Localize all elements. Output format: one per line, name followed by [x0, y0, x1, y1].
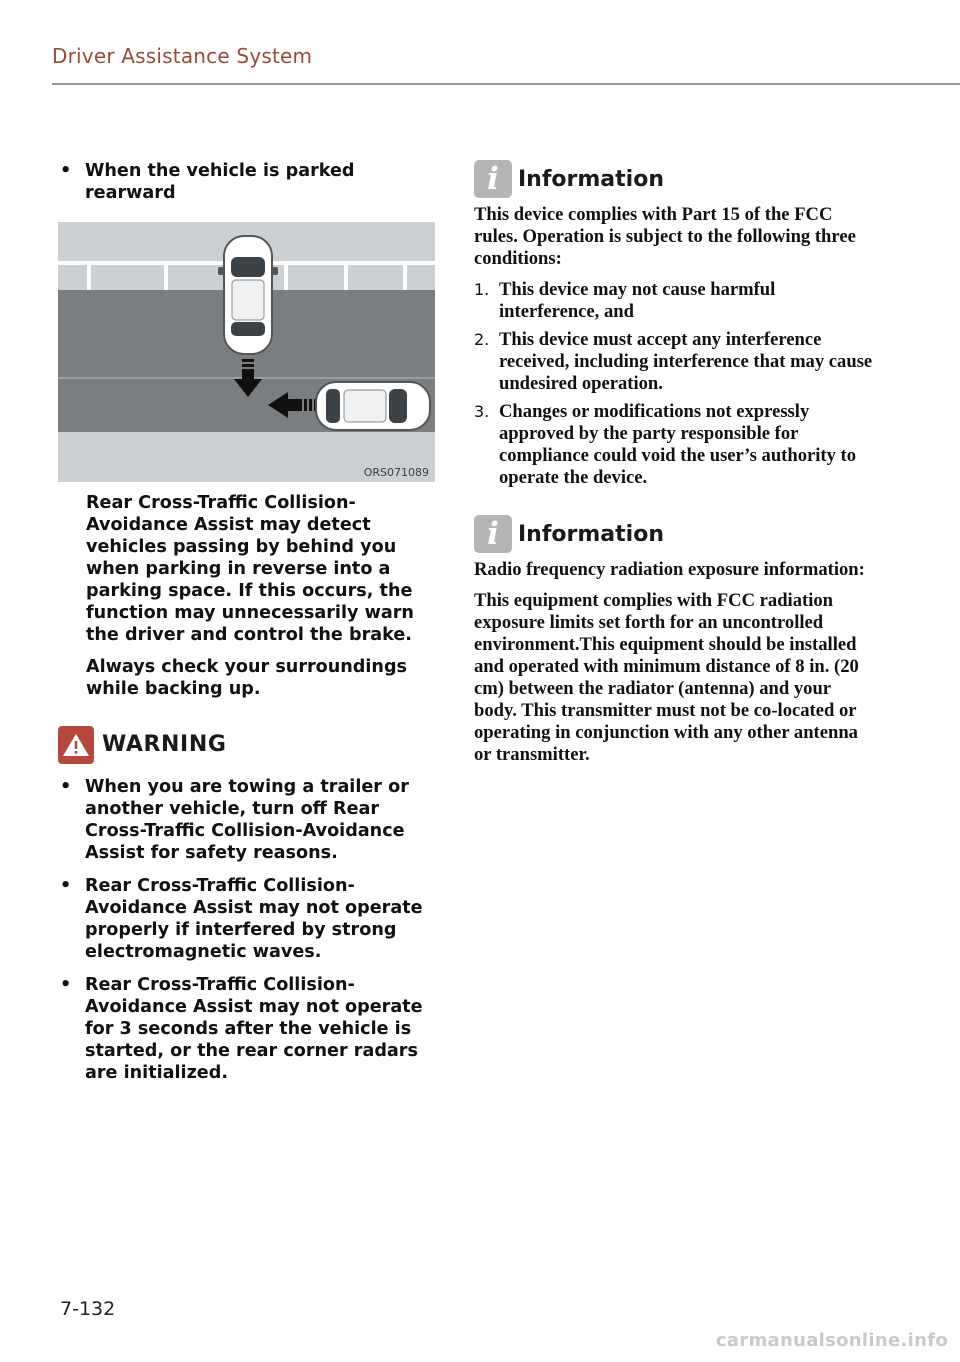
crossing-car: [316, 382, 430, 430]
info-title: Information: [518, 167, 664, 192]
bullet-dot: •: [60, 161, 72, 181]
bullet-dot: •: [60, 975, 72, 995]
parking-diagram-svg: [58, 222, 435, 482]
warning-item: [58, 974, 438, 1084]
info-body-fcc: [474, 204, 874, 489]
figure-description: [58, 492, 438, 700]
item-number: 2.: [474, 330, 490, 349]
item-number: 3.: [474, 402, 490, 421]
bullet-dot: •: [60, 777, 72, 797]
item-number: 1.: [474, 280, 490, 299]
figure-code: ORS071089: [363, 466, 429, 479]
description-paragraph: Rear Cross-Traffic Collision-Avoidance Assist may detect vehicles passing by behind you when parking in reverse into a parking space. If this occurs, the function may unnecessarily warn the driver and control the brake.: [86, 493, 414, 645]
bullet-dot: •: [60, 876, 72, 896]
warning-header: [58, 726, 438, 766]
warning-item-text: When you are towing a trailer or another vehicle, turn off Rear Cross-Traffic Collision-Avoidance Assist for safety reasons.: [85, 777, 409, 863]
info-header-rf: [474, 515, 874, 555]
info-paragraph: Radio frequency radiation exposure information:: [474, 559, 865, 580]
numbered-item: [474, 329, 874, 395]
info-paragraph: This equipment complies with FCC radiation exposure limits set forth for an uncontrolled environment.This equipment should be installed and operated with minimum distance of 8 in. (20 cm) between the radiator (antenna) and your body. This transmitter must not be co-located or operating in conjunction with any other antenna or transmitter.: [474, 590, 859, 765]
bullet-heading-text: When the vehicle is parked rearward: [85, 161, 355, 203]
info-title: Information: [518, 522, 664, 547]
warning-item: [58, 776, 438, 864]
left-column: [58, 160, 438, 1095]
warning-icon: [58, 726, 94, 764]
warning-item-text: Rear Cross-Traffic Collision-Avoidance Assist may not operate for 3 seconds after the vehicle is started, or the rear corner radars are initialized.: [85, 975, 423, 1083]
info-body-rf: [474, 559, 874, 766]
info-icon: [474, 160, 512, 198]
info-icon-glyph: i: [487, 516, 499, 552]
info-section-rf: [474, 515, 874, 766]
item-text: This device must accept any interference received, including interference that may cause undesired operation.: [499, 329, 873, 394]
parked-car: [218, 236, 278, 354]
info-icon: [474, 515, 512, 553]
description-paragraph: Always check your surroundings while backing up.: [86, 657, 408, 699]
page-number: 7-132: [60, 1298, 116, 1320]
warning-label: WARNING: [102, 732, 227, 757]
watermark: carmanualsonline.info: [715, 1330, 948, 1351]
item-text: This device may not cause harmful interference, and: [499, 279, 776, 322]
numbered-item: [474, 279, 874, 323]
info-intro: This device complies with Part 15 of the FCC rules. Operation is subject to the following three conditions:: [474, 204, 856, 269]
parking-illustration: [58, 222, 435, 482]
warning-item: [58, 875, 438, 963]
bullet-heading: [58, 160, 438, 204]
header-divider: [52, 83, 960, 85]
warning-list: [58, 776, 438, 1084]
right-column: [474, 160, 874, 775]
info-header-fcc: [474, 160, 874, 200]
item-text: Changes or modifications not expressly approved by the party responsible for compliance could void the user’s authority to operate the device.: [499, 401, 857, 488]
numbered-item: [474, 401, 874, 489]
section-title: Driver Assistance System: [52, 44, 313, 68]
warning-item-text: Rear Cross-Traffic Collision-Avoidance Assist may not operate properly if interfered by strong electromagnetic waves.: [85, 876, 423, 962]
info-icon-glyph: i: [487, 161, 499, 197]
